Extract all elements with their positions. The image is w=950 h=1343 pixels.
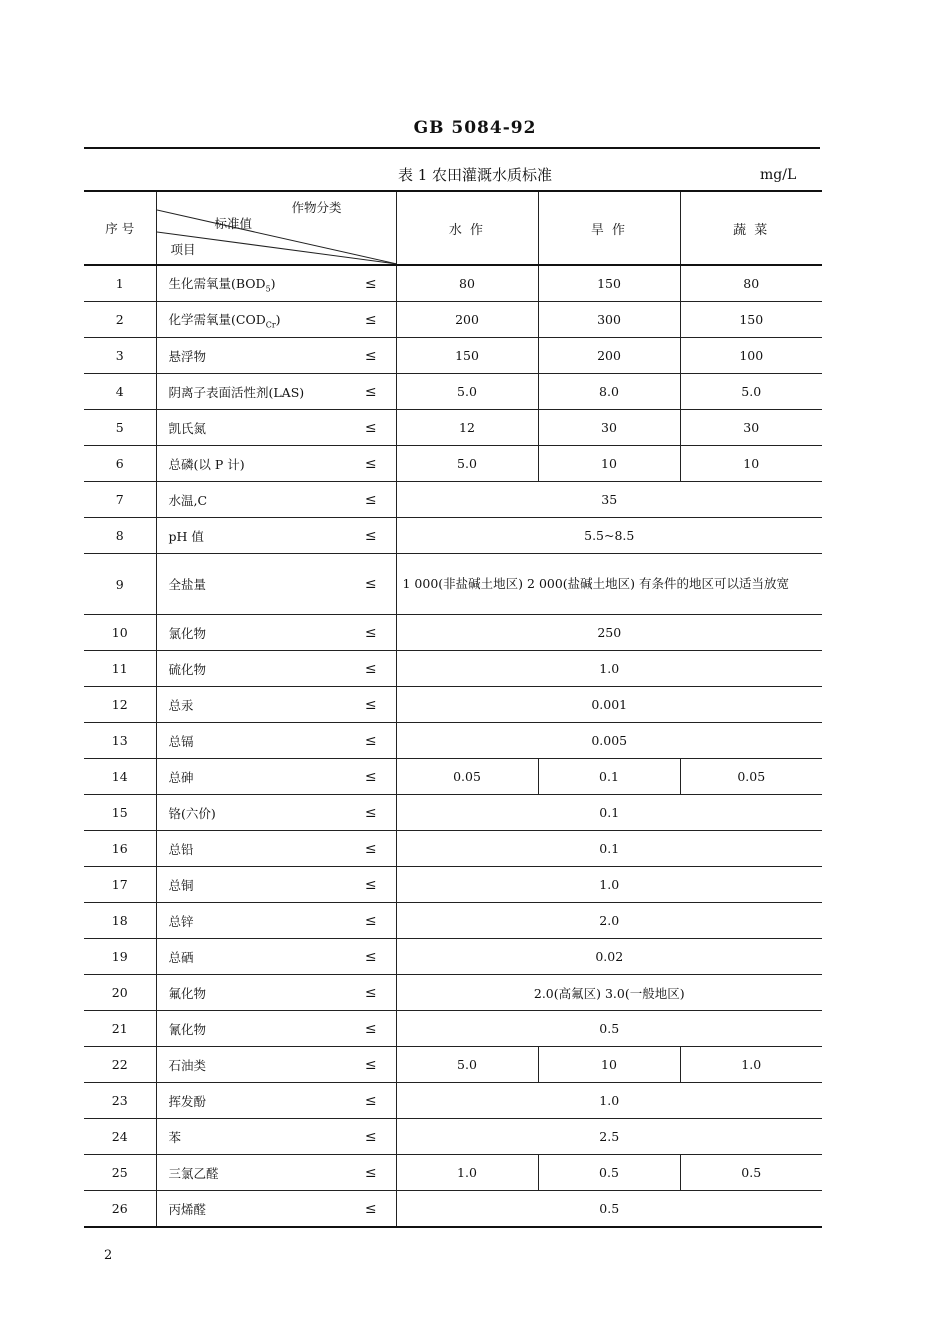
item-name: 总汞: [168, 697, 194, 713]
operator-le: ≤: [346, 374, 396, 410]
item-name: 挥发酚: [168, 1093, 207, 1109]
row-number: 12: [84, 687, 156, 723]
value-all-crops: 250: [396, 615, 822, 651]
table-row: [84, 518, 822, 554]
top-rule: [84, 147, 820, 149]
value-all-crops: 1.0: [396, 867, 822, 903]
table-row: [84, 302, 822, 338]
table-header-row: [84, 191, 822, 265]
table-row: [84, 939, 822, 975]
table-title: 表 1 农田灌溉水质标准: [397, 166, 553, 184]
item-name: 阴离子表面活性剂(LAS): [168, 384, 305, 400]
row-number: 20: [84, 975, 156, 1011]
row-item: [156, 554, 346, 615]
table-row: [84, 651, 822, 687]
value-all-crops: 1 000(非盐碱土地区) 2 000(盐碱土地区) 有条件的地区可以适当放宽: [396, 554, 822, 615]
item-name: 铬(六价): [168, 805, 216, 821]
row-item: [156, 867, 346, 903]
row-number: 26: [84, 1191, 156, 1228]
table-row: [84, 374, 822, 410]
value-all-crops: 2.0: [396, 903, 822, 939]
table-row: [84, 1155, 822, 1191]
row-number: 22: [84, 1047, 156, 1083]
item-name: 总砷: [168, 769, 194, 785]
table-row: [84, 1011, 822, 1047]
value-all-crops: 0.001: [396, 687, 822, 723]
value-vegetable: 150: [680, 302, 822, 338]
operator-le: ≤: [346, 975, 396, 1011]
item-name: 总铜: [168, 877, 194, 893]
value-water-crop: 5.0: [396, 1047, 538, 1083]
header-item: 项目: [170, 242, 196, 257]
operator-le: ≤: [346, 1191, 396, 1228]
value-vegetable: 100: [680, 338, 822, 374]
operator-le: ≤: [346, 518, 396, 554]
value-all-crops: 2.0(高氟区) 3.0(一般地区): [396, 975, 822, 1011]
row-item: [156, 482, 346, 518]
item-name-tail: ): [270, 275, 276, 291]
row-item: [156, 374, 346, 410]
table-row: [84, 903, 822, 939]
row-item: [156, 939, 346, 975]
item-name: 丙烯醛: [168, 1201, 207, 1217]
item-name: 氟化物: [168, 985, 207, 1001]
value-dry-crop: 30: [538, 410, 680, 446]
header-water-crop: 水 作: [396, 191, 538, 265]
value-water-crop: 80: [396, 265, 538, 302]
table-row: [84, 482, 822, 518]
header-crop-category: 作物分类: [291, 200, 342, 215]
operator-le: ≤: [346, 265, 396, 302]
operator-le: ≤: [346, 446, 396, 482]
operator-le: ≤: [346, 723, 396, 759]
row-number: 13: [84, 723, 156, 759]
row-number: 25: [84, 1155, 156, 1191]
row-number: 18: [84, 903, 156, 939]
row-item: [156, 831, 346, 867]
table-row: [84, 1119, 822, 1155]
value-all-crops: 0.5: [396, 1011, 822, 1047]
item-name: 苯: [168, 1129, 182, 1145]
row-number: 17: [84, 867, 156, 903]
row-item: [156, 651, 346, 687]
value-all-crops: 0.02: [396, 939, 822, 975]
page-number: 2: [104, 1248, 113, 1263]
operator-le: ≤: [346, 302, 396, 338]
row-number: 2: [84, 302, 156, 338]
value-vegetable: 0.5: [680, 1155, 822, 1191]
value-all-crops: 2.5: [396, 1119, 822, 1155]
operator-le: ≤: [346, 554, 396, 615]
row-number: 19: [84, 939, 156, 975]
row-item: [156, 446, 346, 482]
row-number: 7: [84, 482, 156, 518]
table-body: [84, 265, 822, 1227]
value-water-crop: 150: [396, 338, 538, 374]
row-item: [156, 615, 346, 651]
item-name: pH 值: [168, 528, 204, 544]
value-dry-crop: 10: [538, 1047, 680, 1083]
operator-le: ≤: [346, 1047, 396, 1083]
table-row: [84, 1191, 822, 1228]
row-item: [156, 1011, 346, 1047]
value-water-crop: 12: [396, 410, 538, 446]
value-vegetable: 0.05: [680, 759, 822, 795]
operator-le: ≤: [346, 687, 396, 723]
operator-le: ≤: [346, 795, 396, 831]
operator-le: ≤: [346, 410, 396, 446]
value-all-crops: 1.0: [396, 1083, 822, 1119]
row-item: [156, 265, 346, 302]
row-item: [156, 975, 346, 1011]
operator-le: ≤: [346, 903, 396, 939]
operator-le: ≤: [346, 615, 396, 651]
item-name: 总硒: [168, 949, 194, 965]
value-water-crop: 0.05: [396, 759, 538, 795]
item-name: 凯氏氮: [168, 420, 207, 436]
row-number: 14: [84, 759, 156, 795]
table-row: [84, 1047, 822, 1083]
value-water-crop: 200: [396, 302, 538, 338]
item-name: 化学需氧量(COD: [168, 311, 266, 327]
value-water-crop: 5.0: [396, 374, 538, 410]
item-name: 石油类: [168, 1057, 207, 1073]
item-name: 水温,C: [168, 492, 208, 508]
row-number: 24: [84, 1119, 156, 1155]
table-row: [84, 975, 822, 1011]
item-name-tail: ): [275, 311, 281, 327]
operator-le: ≤: [346, 482, 396, 518]
value-all-crops: 0.1: [396, 831, 822, 867]
value-dry-crop: 8.0: [538, 374, 680, 410]
value-all-crops: 1.0: [396, 651, 822, 687]
operator-le: ≤: [346, 831, 396, 867]
value-all-crops: 0.005: [396, 723, 822, 759]
table-row: [84, 446, 822, 482]
item-name: 氯化物: [168, 625, 207, 641]
operator-le: ≤: [346, 1011, 396, 1047]
table-row: [84, 867, 822, 903]
row-number: 10: [84, 615, 156, 651]
water-quality-table: [84, 190, 822, 1228]
standard-code: GB 5084-92: [413, 118, 537, 138]
value-dry-crop: 0.1: [538, 759, 680, 795]
item-name: 总磷(以 P 计): [168, 456, 245, 472]
row-item: [156, 410, 346, 446]
row-number: 1: [84, 265, 156, 302]
value-vegetable: 1.0: [680, 1047, 822, 1083]
row-number: 16: [84, 831, 156, 867]
operator-le: ≤: [346, 1155, 396, 1191]
operator-le: ≤: [346, 939, 396, 975]
operator-le: ≤: [346, 651, 396, 687]
item-name: 总铅: [168, 841, 194, 857]
table-row: [84, 723, 822, 759]
row-item: [156, 795, 346, 831]
value-vegetable: 10: [680, 446, 822, 482]
item-name: 氰化物: [168, 1021, 207, 1037]
item-name: 悬浮物: [168, 348, 207, 364]
operator-le: ≤: [346, 338, 396, 374]
value-dry-crop: 10: [538, 446, 680, 482]
operator-le: ≤: [346, 1119, 396, 1155]
header-diagonal-cell: [156, 191, 396, 265]
item-name: 三氯乙醛: [168, 1165, 219, 1181]
table-row: [84, 831, 822, 867]
row-item: [156, 302, 346, 338]
value-vegetable: 5.0: [680, 374, 822, 410]
row-number: 11: [84, 651, 156, 687]
row-number: 6: [84, 446, 156, 482]
item-name: 硫化物: [168, 661, 207, 677]
row-number: 23: [84, 1083, 156, 1119]
value-dry-crop: 300: [538, 302, 680, 338]
value-water-crop: 1.0: [396, 1155, 538, 1191]
row-number: 15: [84, 795, 156, 831]
table-row: [84, 615, 822, 651]
header-no: 序 号: [84, 191, 156, 265]
row-number: 9: [84, 554, 156, 615]
item-name: 生化需氧量(BOD: [168, 275, 266, 291]
row-item: [156, 1083, 346, 1119]
table-row: [84, 410, 822, 446]
table-row: [84, 687, 822, 723]
row-item: [156, 1047, 346, 1083]
value-all-crops: 0.1: [396, 795, 822, 831]
header-vegetable: 蔬 菜: [680, 191, 822, 265]
value-dry-crop: 200: [538, 338, 680, 374]
row-item: [156, 903, 346, 939]
table-row: [84, 338, 822, 374]
value-dry-crop: 0.5: [538, 1155, 680, 1191]
value-vegetable: 30: [680, 410, 822, 446]
row-item: [156, 1119, 346, 1155]
row-number: 21: [84, 1011, 156, 1047]
table-row: [84, 759, 822, 795]
item-name: 全盐量: [168, 577, 207, 592]
row-number: 3: [84, 338, 156, 374]
operator-le: ≤: [346, 759, 396, 795]
table-unit: mg/L: [760, 167, 797, 183]
value-all-crops: 5.5~8.5: [396, 518, 822, 554]
row-item: [156, 723, 346, 759]
operator-le: ≤: [346, 1083, 396, 1119]
row-number: 8: [84, 518, 156, 554]
row-number: 5: [84, 410, 156, 446]
row-item: [156, 518, 346, 554]
item-name: 总镉: [168, 733, 194, 749]
table-row: [84, 1083, 822, 1119]
row-item: [156, 1191, 346, 1228]
item-name: 总锌: [168, 913, 194, 929]
value-all-crops: 0.5: [396, 1191, 822, 1228]
value-all-crops: 35: [396, 482, 822, 518]
table-row: [84, 265, 822, 302]
row-item: [156, 687, 346, 723]
item-subscript: 5: [265, 284, 271, 294]
operator-le: ≤: [346, 867, 396, 903]
value-dry-crop: 150: [538, 265, 680, 302]
header-standard-value: 标准值: [214, 216, 253, 231]
row-item: [156, 1155, 346, 1191]
row-item: [156, 759, 346, 795]
table-row: [84, 554, 822, 615]
header-dry-crop: 旱 作: [538, 191, 680, 265]
row-item: [156, 338, 346, 374]
value-water-crop: 5.0: [396, 446, 538, 482]
table-row: [84, 795, 822, 831]
item-subscript: Cr: [265, 320, 276, 330]
row-number: 4: [84, 374, 156, 410]
value-vegetable: 80: [680, 265, 822, 302]
